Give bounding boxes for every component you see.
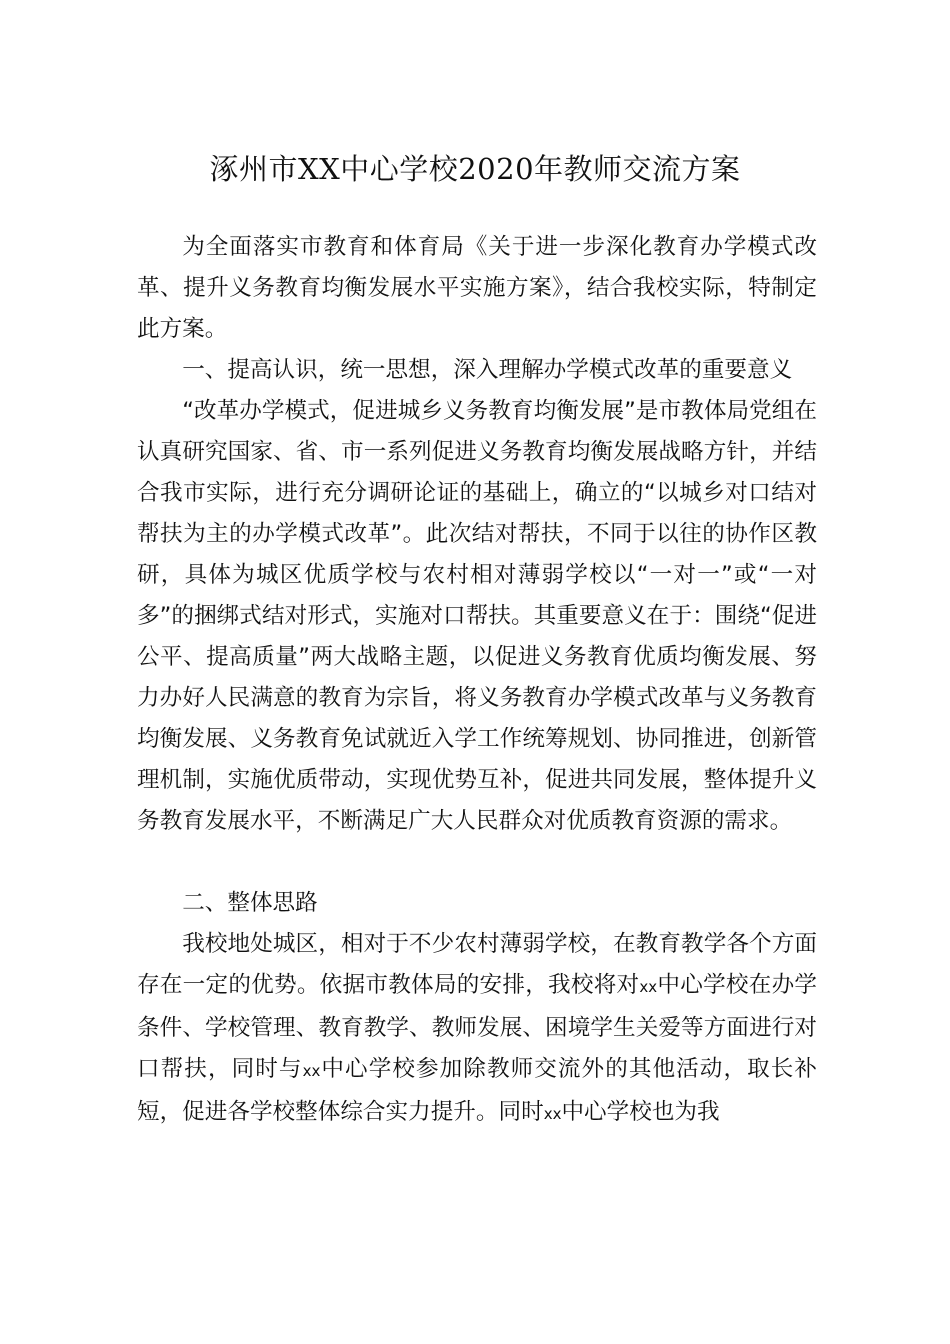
- placeholder-xx-1: xx: [639, 978, 658, 996]
- section-2-heading: 二、整体思路: [182, 890, 318, 916]
- document-title: 涿州市XX中心学校2020年教师交流方案: [209, 152, 741, 186]
- section-2-paragraph: [137, 924, 817, 1135]
- document-body: [137, 227, 817, 1135]
- intro-paragraph: 为全面落实市教育和体育局《关于进一步深化教育办学模式改革、提升义务教育均衡发展水平实施方案》，结合我校实际，特制定此方案。: [137, 234, 817, 342]
- section-2-text-part-4: 中心学校也为我: [561, 1099, 720, 1125]
- paragraph-spacer: [137, 842, 817, 883]
- placeholder-xx-2: xx: [302, 1062, 321, 1080]
- section-2-text-part-2: 中心学校在办学条件、学校管理、教育教学、教师发展、困境学生关爱等方面进行对口帮扶，同时与: [137, 972, 818, 1082]
- section-2-text-part-3: 中心学校参加除教师交流外的其他活动，取长补短，促进各学校整体综合实力提升。同时: [137, 1056, 818, 1125]
- placeholder-xx-3: xx: [543, 1105, 562, 1123]
- section-2-text-part-1: 我校地处城区，相对于不少农村薄弱学校，在教育教学各个方面存在一定的优势。依据市教体局的安排，我校将对: [137, 931, 817, 998]
- section-1-heading: 一、提高认识，统一思想，深入理解办学模式改革的重要意义: [182, 357, 793, 383]
- section-1-paragraph: “改革办学模式，促进城乡义务教育均衡发展”是市教体局党组在认真研究国家、省、市一系列促进义务教育均衡发展战略方针，并结合我市实际，进行充分调研论证的基础上，确立的“以城乡对口结对帮扶为主的办学模式改革”。此次结对帮扶，不同于以往的协作区教研，具体为城区优质学校与农村相对薄弱学校以“一对一”或“一对多”的捆绑式结对形式，实施对口帮扶。其重要意义在于：围绕“促进公平、提高质量”两大战略主题，以促进义务教育优质均衡发展、努力办好人民满意的教育为宗旨，将义务教育办学模式改革与义务教育均衡发展、义务教育免试就近入学工作统筹规划、协同推进，创新管理机制，实施优质带动，实现优势互补，促进共同发展，整体提升义务教育发展水平，不断满足广大人民群众对优质教育资源的需求。: [137, 398, 817, 834]
